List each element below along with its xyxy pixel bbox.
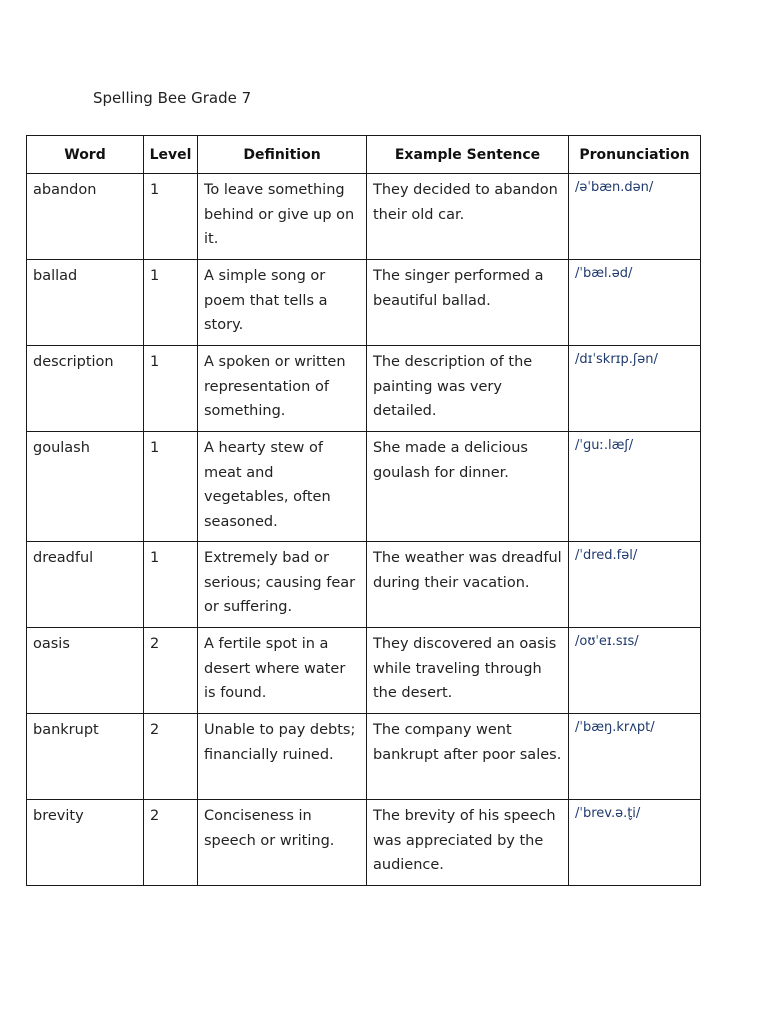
- column-header-pronunciation: Pronunciation: [569, 136, 701, 174]
- table-header-row: [27, 136, 701, 174]
- table-row: [27, 628, 701, 714]
- example-cell: The brevity of his speech was appreciated by the audience.: [367, 800, 569, 886]
- table-row: [27, 432, 701, 542]
- level-cell: 1: [144, 542, 198, 628]
- definition-cell: A spoken or written representation of something.: [198, 346, 367, 432]
- word-cell: dreadful: [27, 542, 144, 628]
- example-cell: They decided to abandon their old car.: [367, 174, 569, 260]
- level-cell: 2: [144, 800, 198, 886]
- definition-cell: Extremely bad or serious; causing fear or suffering.: [198, 542, 367, 628]
- example-cell: The company went bankrupt after poor sales.: [367, 714, 569, 800]
- pronunciation-cell: /əˈbæn.dən/: [569, 174, 701, 260]
- example-cell: The weather was dreadful during their vacation.: [367, 542, 569, 628]
- column-header-example: Example Sentence: [367, 136, 569, 174]
- word-cell: ballad: [27, 260, 144, 346]
- column-header-level: Level: [144, 136, 198, 174]
- definition-cell: A simple song or poem that tells a story.: [198, 260, 367, 346]
- word-cell: oasis: [27, 628, 144, 714]
- level-cell: 1: [144, 346, 198, 432]
- pronunciation-cell: /ˈbæŋ.krʌpt/: [569, 714, 701, 800]
- pronunciation-cell: /ˈbrev.ə.t̬i/: [569, 800, 701, 886]
- example-cell: She made a delicious goulash for dinner.: [367, 432, 569, 542]
- table-row: [27, 542, 701, 628]
- table-row: [27, 714, 701, 800]
- definition-cell: Unable to pay debts; financially ruined.: [198, 714, 367, 800]
- column-header-definition: Definition: [198, 136, 367, 174]
- definition-cell: To leave something behind or give up on it.: [198, 174, 367, 260]
- definition-cell: Conciseness in speech or writing.: [198, 800, 367, 886]
- document-title: Spelling Bee Grade 7: [93, 89, 252, 107]
- pronunciation-cell: /ˈbæl.əd/: [569, 260, 701, 346]
- definition-cell: A hearty stew of meat and vegetables, often seasoned.: [198, 432, 367, 542]
- word-cell: description: [27, 346, 144, 432]
- pronunciation-cell: /ˈdred.fəl/: [569, 542, 701, 628]
- table-row: [27, 800, 701, 886]
- column-header-word: Word: [27, 136, 144, 174]
- level-cell: 2: [144, 628, 198, 714]
- word-cell: bankrupt: [27, 714, 144, 800]
- definition-cell: A fertile spot in a desert where water is found.: [198, 628, 367, 714]
- example-cell: The singer performed a beautiful ballad.: [367, 260, 569, 346]
- pronunciation-cell: /ˈɡuː.læʃ/: [569, 432, 701, 542]
- spelling-word-table: [26, 135, 701, 886]
- pronunciation-cell: /oʊˈeɪ.sɪs/: [569, 628, 701, 714]
- level-cell: 1: [144, 260, 198, 346]
- word-cell: goulash: [27, 432, 144, 542]
- example-cell: They discovered an oasis while traveling through the desert.: [367, 628, 569, 714]
- level-cell: 1: [144, 174, 198, 260]
- level-cell: 2: [144, 714, 198, 800]
- word-cell: brevity: [27, 800, 144, 886]
- table-row: [27, 346, 701, 432]
- word-cell: abandon: [27, 174, 144, 260]
- example-cell: The description of the painting was very detailed.: [367, 346, 569, 432]
- level-cell: 1: [144, 432, 198, 542]
- table-row: [27, 260, 701, 346]
- pronunciation-cell: /dɪˈskrɪp.ʃən/: [569, 346, 701, 432]
- table-row: [27, 174, 701, 260]
